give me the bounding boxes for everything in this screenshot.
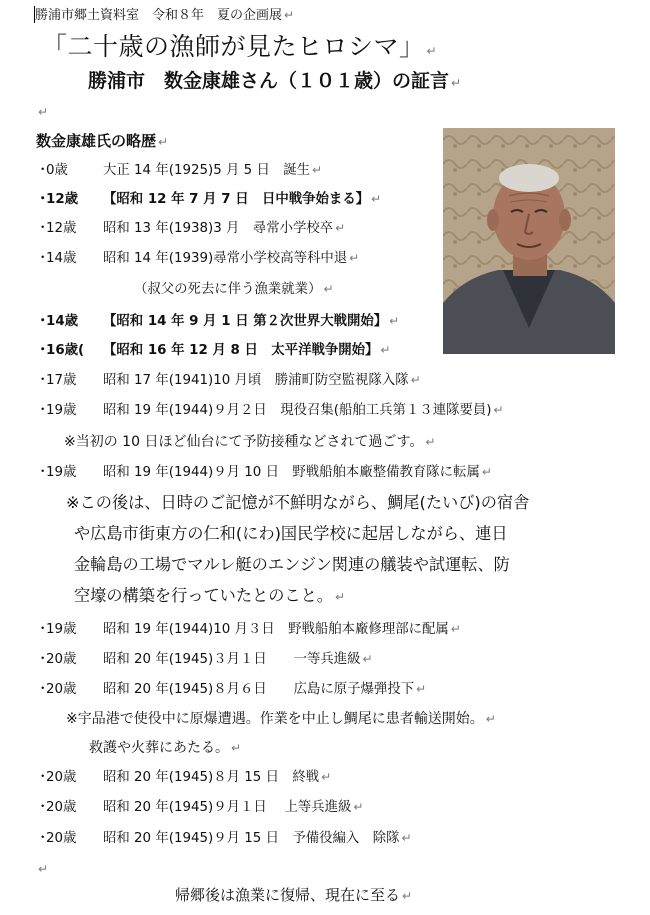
timeline-row: ・19歳 昭和 19 年(1944)９月２日 現役召集(船舶工兵第１３連隊要員) ↵: [36, 403, 504, 418]
timeline-row: ・17歳 昭和 17 年(1941)10 月頃 勝浦町防空監視隊入隊 ↵: [36, 373, 421, 388]
timeline-row: ・12歳 昭和 13 年(1938)3 月 尋常小学校卒 ↵: [36, 221, 346, 236]
blank-line: ↵: [38, 105, 49, 119]
timeline-row: ・19歳 昭和 19 年(1944)９月 10 日 野戦船舶本廠整備教育隊に転属 ↵: [36, 465, 492, 480]
note-ujina-line-2: 救護や火葬にあたる。 ↵: [89, 740, 242, 756]
page-subtitle: 勝浦市 数金康雄さん（１０１歳）の証言 ↵: [88, 70, 462, 92]
note-kanawa-line-1: ※この後は、日時のご記憶が不鮮明ながら、鯛尾(たいび)の宿舎: [66, 493, 530, 512]
closing-line: 帰郷後は漁業に復帰、現在に至る ↵: [175, 886, 413, 904]
exhibit-header: 勝浦市郷土資料室 令和８年 夏の企画展 ↵: [35, 8, 295, 23]
blank-line: ↵: [38, 862, 49, 876]
page-title: 「二十歳の漁師が見たヒロシマ」 ↵: [42, 32, 438, 61]
portrait-photo: [443, 128, 615, 354]
timeline-row: ・12歳 【昭和 12 年 7 月 7 日 日中戦争始まる】 ↵: [36, 192, 382, 207]
timeline-row: ・14歳 【昭和 14 年 9 月 1 日 第２次世界大戦開始】 ↵: [36, 314, 400, 329]
note-kanawa-line-3: 金輪島の工場でマルレ艇のエンジン関連の艤装や試運転、防: [74, 555, 510, 574]
timeline-row: ・16歳( 【昭和 16 年 12 月 8 日 太平洋戦争開始】 ↵: [36, 343, 391, 358]
timeline-row: ・19歳 昭和 19 年(1944)10 月３日 野戦船舶本廠修理部に配属 ↵: [36, 622, 461, 637]
note-ujina-line-1: ※宇品港で使役中に原爆遭遇。作業を中止し鯛尾に患者輸送開始。 ↵: [66, 711, 496, 727]
elderly-man-portrait-icon: [443, 128, 615, 354]
timeline-row: ・20歳 昭和 20 年(1945)３月１日 一等兵進級 ↵: [36, 652, 373, 667]
timeline-row: ・0歳 大正 14 年(1925)5 月 5 日 誕生 ↵: [36, 163, 323, 178]
timeline-row: ・20歳 昭和 20 年(1945)９月１日 上等兵進級 ↵: [36, 800, 364, 815]
timeline-row: ・20歳 昭和 20 年(1945)８月６日 広島に原子爆弾投下 ↵: [36, 682, 427, 697]
section-heading: 数金康雄氏の略歴 ↵: [36, 132, 169, 150]
timeline-row: ・20歳 昭和 20 年(1945)９月 15 日 予備役編入 除隊 ↵: [36, 831, 412, 846]
timeline-row: ・20歳 昭和 20 年(1945)８月 15 日 終戦 ↵: [36, 770, 332, 785]
note-sendai: ※当初の 10 日ほど仙台にて予防接種などされて過ごす。 ↵: [64, 434, 436, 450]
note-kanawa-line-2: や広島市街東方の仁和(にわ)国民学校に起居しながら、連日: [74, 524, 508, 543]
timeline-row: ・14歳 昭和 14 年(1939)尋常小学校高等科中退 ↵: [36, 251, 360, 266]
note-kanawa-line-4: 空壕の構築を行っていたとのこと。 ↵: [74, 586, 346, 605]
timeline-row-continuation: （叔父の死去に伴う漁業就業） ↵: [134, 282, 334, 297]
